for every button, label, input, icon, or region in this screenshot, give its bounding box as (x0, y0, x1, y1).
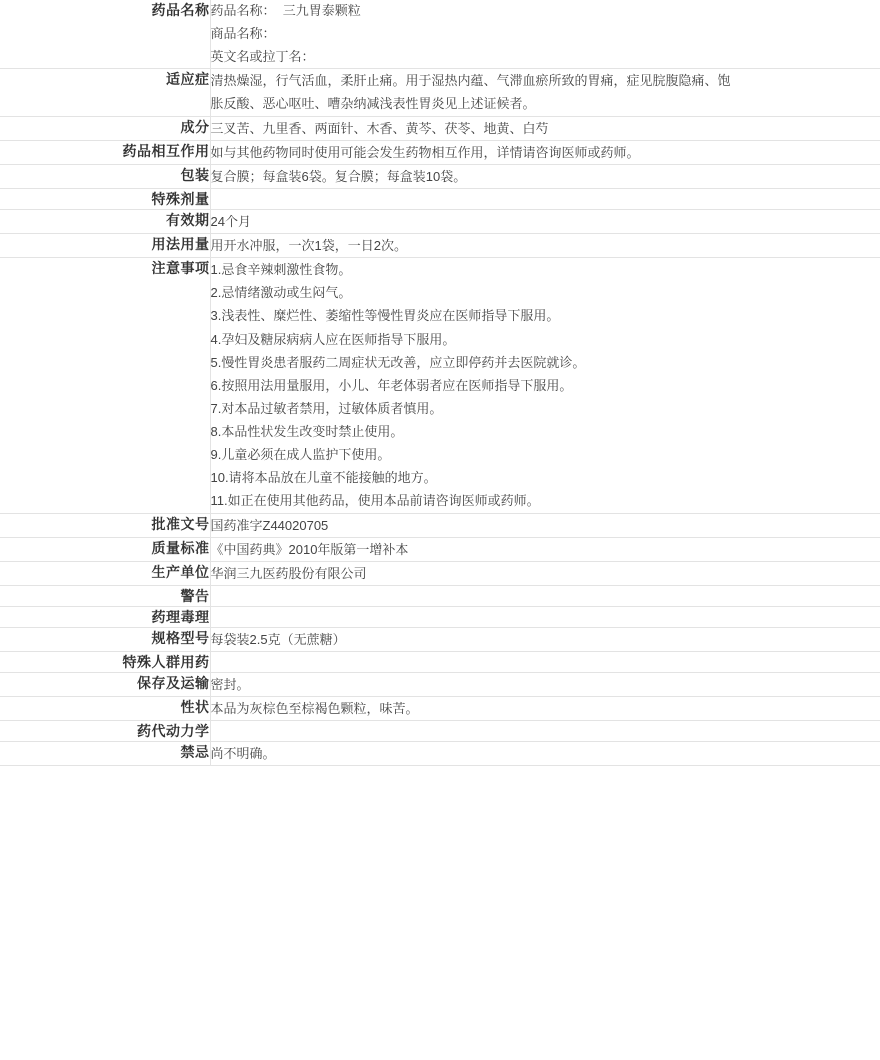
row-value (210, 258, 880, 513)
table-row (0, 258, 880, 513)
row-label: 注意事项 (0, 258, 210, 513)
table-row (0, 234, 880, 258)
table-row (0, 627, 880, 651)
row-value (210, 721, 880, 742)
row-label: 成分 (0, 116, 210, 140)
list-item: 2.忌情绪激动或生闷气。 (210, 285, 352, 301)
row-label: 药品名称 (0, 0, 210, 69)
row-label: 警告 (0, 585, 210, 606)
table-row (0, 188, 880, 209)
empty-value (211, 607, 880, 624)
row-value (210, 561, 880, 585)
row-label: 生产单位 (0, 561, 210, 585)
list-item: 4.孕妇及糖尿病病人应在医师指导下服用。 (210, 331, 456, 347)
table-row (0, 561, 880, 585)
value-line: 三叉苦、九里香、两面针、木香、黄芩、茯苓、地黄、白芍 (210, 120, 549, 136)
table-row (0, 0, 880, 69)
value-line: 华润三九医药股份有限公司 (210, 565, 367, 581)
value-line: 尚不明确。 (210, 746, 276, 762)
bottom-spacer (0, 766, 880, 876)
row-value (210, 585, 880, 606)
row-value (210, 742, 880, 766)
row-value (210, 652, 880, 673)
list-item: 5.慢性胃炎患者服药二周症状无改善，应立即停药并去医院就诊。 (210, 354, 586, 370)
row-label: 有效期 (0, 209, 210, 233)
table-row (0, 673, 880, 697)
list-item: 10.请将本品放在儿童不能接触的地方。 (210, 470, 437, 486)
table-row (0, 697, 880, 721)
table-row (0, 140, 880, 164)
table-row (0, 537, 880, 561)
row-value (210, 0, 880, 69)
row-value (210, 697, 880, 721)
row-label: 药代动力学 (0, 721, 210, 742)
note-list (211, 258, 880, 512)
list-item: 3.浅表性、糜烂性、萎缩性等慢性胃炎应在医师指导下服用。 (210, 308, 560, 324)
list-item: 1.忌食辛辣刺激性食物。 (210, 262, 352, 278)
row-label: 特殊剂量 (0, 188, 210, 209)
table-row (0, 164, 880, 188)
row-label: 规格型号 (0, 627, 210, 651)
row-label: 批准文号 (0, 513, 210, 537)
row-label: 性状 (0, 697, 210, 721)
row-value (210, 209, 880, 233)
row-label: 特殊人群用药 (0, 652, 210, 673)
value-line: 胀反酸、恶心呕吐、嘈杂纳减浅表性胃炎见上述证候者。 (210, 96, 536, 112)
table-row (0, 209, 880, 233)
value-line: 密封。 (210, 677, 250, 692)
row-value (210, 188, 880, 209)
row-label: 保存及运输 (0, 673, 210, 697)
table-row (0, 116, 880, 140)
row-label: 用法用量 (0, 234, 210, 258)
table-row (0, 742, 880, 766)
table-row (0, 513, 880, 537)
row-value (210, 234, 880, 258)
row-label: 药理毒理 (0, 606, 210, 627)
row-label: 适应症 (0, 69, 210, 116)
list-item: 7.对本品过敏者禁用，过敏体质者慎用。 (210, 400, 443, 416)
table-row (0, 585, 880, 606)
row-value (210, 116, 880, 140)
empty-value (211, 652, 880, 669)
row-value (210, 537, 880, 561)
key-value-line: 药品名称： 三九胃泰颗粒 (210, 3, 361, 18)
value-line: 用开水冲服，一次1袋，一日2次。 (210, 238, 407, 253)
row-value (210, 673, 880, 697)
row-value (210, 627, 880, 651)
list-item: 11.如正在使用其他药品，使用本品前请咨询医师或药师。 (210, 493, 540, 509)
row-label: 质量标准 (0, 537, 210, 561)
table-row (0, 606, 880, 627)
list-item: 6.按照用法用量服用，小儿、年老体弱者应在医师指导下服用。 (210, 377, 573, 393)
value-line: 复合膜；每盒装6袋。复合膜；每盒装10袋。 (210, 168, 467, 184)
row-label: 药品相互作用 (0, 140, 210, 164)
row-value (210, 69, 880, 116)
value-line: 清热燥湿，行气活血，柔肝止痛。用于湿热内蕴、气滞血瘀所致的胃痛，症见脘腹隐痛、饱 (210, 73, 731, 89)
value-line: 如与其他药物同时使用可能会发生药物相互作用，详情请咨询医师或药师。 (210, 144, 640, 160)
empty-value (211, 586, 880, 603)
list-item: 8.本品性状发生改变时禁止使用。 (210, 424, 404, 439)
value-line: 《中国药典》2010年版第一增补本 (210, 541, 409, 557)
value-line: 每袋装2.5克（无蔗糖） (210, 631, 346, 647)
empty-value (211, 189, 880, 206)
table-row (0, 652, 880, 673)
row-label: 包装 (0, 164, 210, 188)
key-value-line: 商品名称： (210, 25, 276, 41)
row-value (210, 513, 880, 537)
list-item: 9.儿童必须在成人监护下使用。 (210, 447, 391, 463)
table-row (0, 69, 880, 116)
value-line: 24个月 (210, 213, 251, 229)
value-line: 国药准字Z44020705 (210, 517, 329, 533)
empty-value (211, 721, 880, 738)
row-value (210, 140, 880, 164)
row-value (210, 606, 880, 627)
row-label: 禁忌 (0, 742, 210, 766)
value-line: 本品为灰棕色至棕褐色颗粒，味苦。 (210, 701, 419, 717)
key-value-line: 英文名或拉丁名： (210, 48, 315, 64)
table-row (0, 721, 880, 742)
row-value (210, 164, 880, 188)
